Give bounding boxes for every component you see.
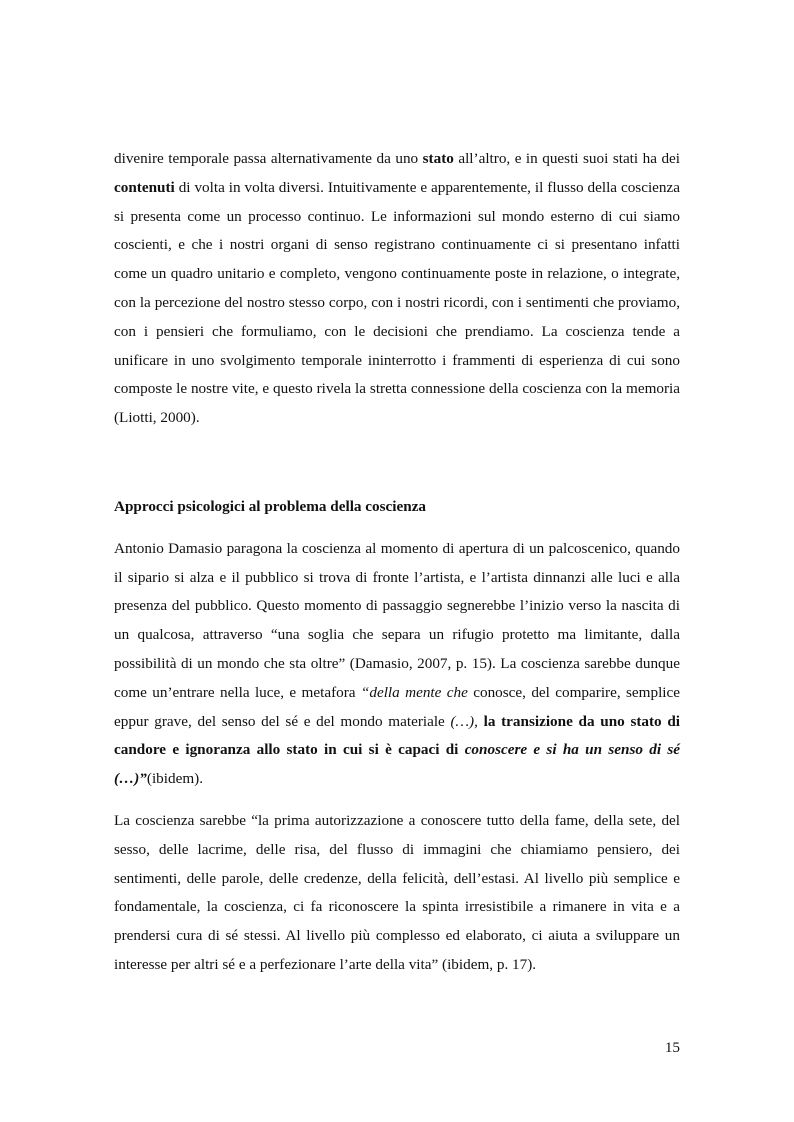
text-segment: di volta in volta diversi. Intuitivamente e apparentemente, il flusso della coscienza si presenta come un processo continuo. Le informazioni sul mondo esterno di cui siamo coscienti, e che i nostri organi di senso registrano continuamente ci si presentano infatti come un quadro unitario e completo, vengono continuamente poste in relazione, o integrate, con la percezione del nostro stesso corpo, con i nostri ricordi, con i sentimenti che proviamo, con i pensieri che formuliamo, con le decisioni che prendiamo. La coscienza tende a unificare in uno svolgimento temporale ininterrotto i frammenti di esperienza di cui sono composte le nostre vite, e questo rivela la stretta connessione della coscienza con la memoria (Liotti, 2000). bbox=[114, 178, 680, 427]
page-body bbox=[114, 145, 680, 980]
text-segment: (ibidem). bbox=[146, 770, 203, 788]
page-number: 15 bbox=[664, 1039, 680, 1056]
bold-term-stato: stato bbox=[422, 150, 454, 167]
bold-quote: la transizione da uno stato di candore e ignoranza allo stato in cui si è capaci di bbox=[114, 712, 681, 759]
section-heading: Approcci psicologici al problema della coscienza bbox=[114, 497, 427, 515]
paragraph-consciousness-flow bbox=[114, 145, 680, 433]
italic-ellipsis: (…), bbox=[450, 712, 478, 730]
text-segment: all’altro, e in questi suoi stati ha dei bbox=[453, 150, 680, 167]
text-segment: Antonio Damasio paragona la coscienza al momento di apertura di un palcoscenico, quando il sipario si alza e il pubblico si trova di fronte l’artista, e l’artista dinnanzi alle luci e alla presenza del pubblico. Questo momento di passaggio segnerebbe l’inizio verso la nascita di un qualcosa, attraverso “una soglia che separa un rifugio protetto ma limitante, dalla possibilità di un mondo che sta oltre” (Damasio, 2007, p. 15). La coscienza sarebbe dunque come un’entrare nella luce, e metafora bbox=[114, 539, 680, 701]
text-segment: divenire temporale passa alternativamente da uno bbox=[114, 150, 423, 167]
bold-italic-quote: conoscere e si ha un senso di sé (…)” bbox=[114, 741, 680, 788]
paragraph-authorization: La coscienza sarebbe “la prima autorizzazione a conoscere tutto della fame, della sete, del sesso, delle lacrime, delle risa, del flusso di immagini che chiamiamo pensiero, dei sentimenti, delle parole, delle credenze, della felicità, dell’estasi. Al livello più semplice e fondamentale, la coscienza, ci fa riconoscere la spinta irresistibile a rimanere in vita e a prendersi cura di sé stessi. Al livello più complesso ed elaborato, ci aiuta a sviluppare un interesse per altri sé e a perfezionare l’arte della vita” (ibidem, p. 17). bbox=[114, 811, 680, 973]
italic-quote-start: “della mente che bbox=[360, 683, 468, 701]
bold-term-contenuti: contenuti bbox=[114, 178, 175, 196]
text-segment: conosce, del comparire, semplice eppur grave, del senso del sé e del mondo materiale bbox=[114, 683, 681, 730]
paragraph-damasio bbox=[114, 535, 680, 794]
